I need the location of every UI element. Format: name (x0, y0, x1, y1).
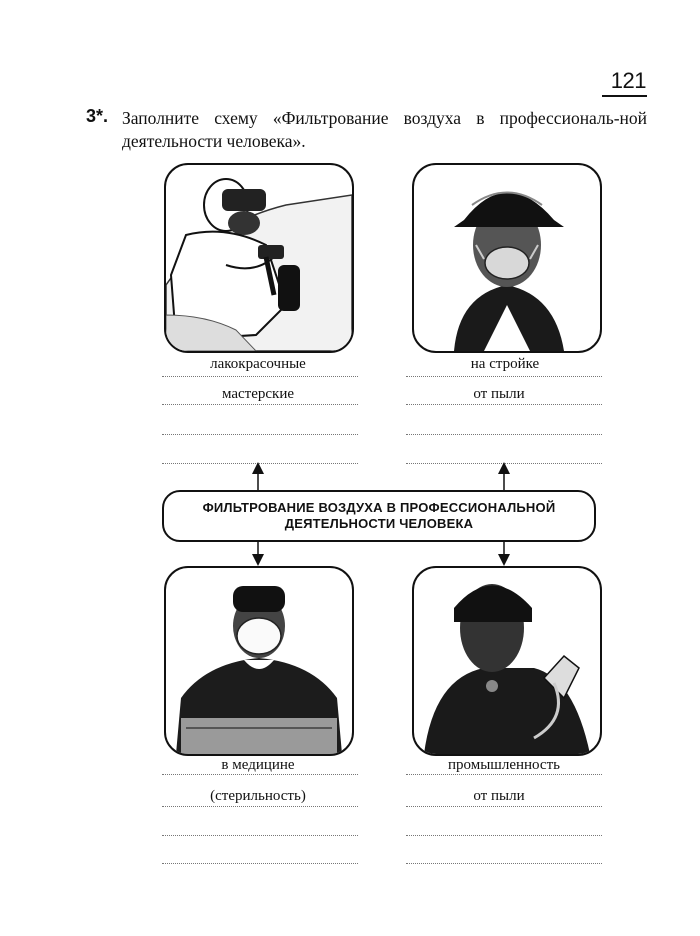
answer-line (406, 835, 602, 836)
center-topic-line2: ДЕЯТЕЛЬНОСТИ ЧЕЛОВЕКА (284, 516, 474, 531)
center-topic-box (162, 490, 596, 542)
answer-top-right-line1: на стройке (470, 356, 540, 372)
answer-top-left-line1: лакокрасочные (210, 356, 306, 372)
answer-bottom-right-line1: промышленность (448, 757, 560, 773)
answer-bottom-left-line2: (стерильность) (210, 788, 306, 804)
answer-line (162, 806, 358, 807)
photo-doctor-mask (164, 566, 354, 756)
answer-bottom-left-line1: в медицине (221, 757, 295, 773)
answer-line (406, 463, 602, 464)
page-number-rule (602, 95, 647, 97)
answer-line (162, 434, 358, 435)
page-number: 121 (610, 68, 646, 93)
answer-top-left-line2: мастерские (221, 386, 295, 402)
center-topic-line1: ФИЛЬТРОВАНИЕ ВОЗДУХА В ПРОФЕССИОНАЛЬНОЙ (202, 500, 556, 515)
answer-line (406, 806, 602, 807)
photo-painter-respirator (164, 163, 354, 353)
answer-line (162, 376, 358, 377)
answer-line (162, 463, 358, 464)
task-number: 3*. (86, 106, 109, 126)
answer-line (162, 774, 358, 775)
photo-builder-helmet-mask (412, 163, 602, 353)
answer-bottom-right-line2: от пыли (473, 788, 525, 804)
answer-line (406, 774, 602, 775)
answer-line (162, 863, 358, 864)
answer-top-right-line2: от пыли (473, 386, 525, 402)
photo-worker-respirator (412, 566, 602, 756)
answer-line (406, 863, 602, 864)
answer-line (162, 404, 358, 405)
answer-line (406, 404, 602, 405)
task-text: Заполните схему «Фильтрование воздуха в профессиональ-ной деятельности человека». (122, 108, 647, 151)
answer-line (406, 434, 602, 435)
answer-line (162, 835, 358, 836)
answer-line (406, 376, 602, 377)
